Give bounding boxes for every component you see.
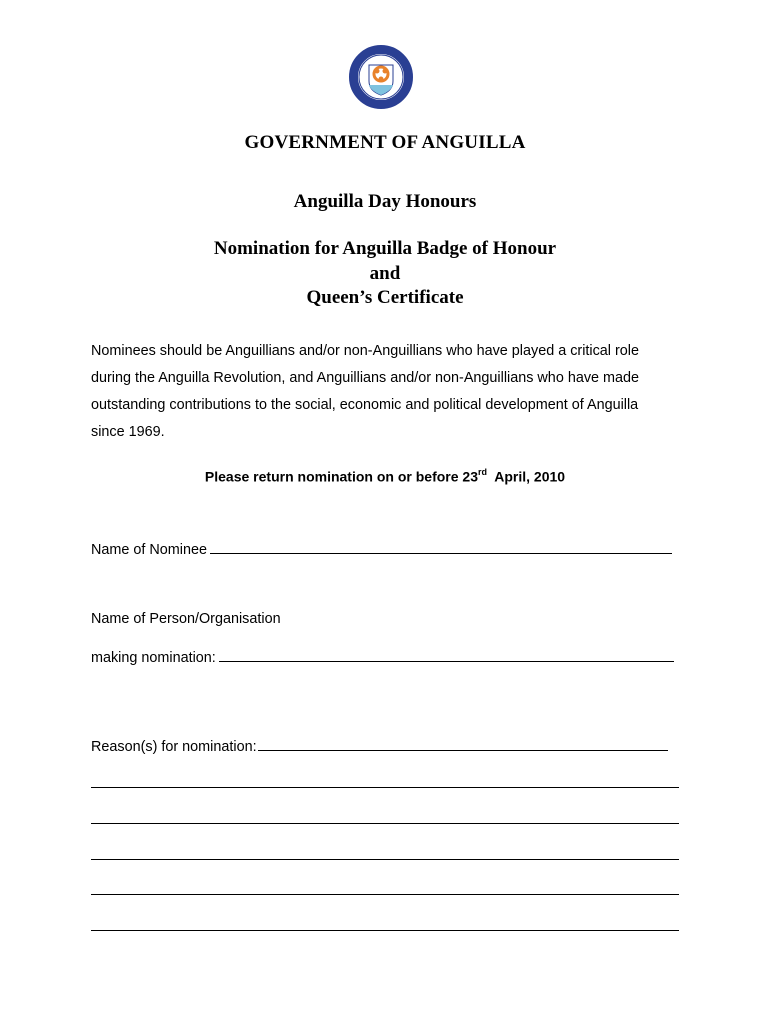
- deadline-prefix: Please return nomination on or before 23: [204, 468, 478, 485]
- reason-blank-line[interactable]: [91, 893, 679, 895]
- reason-blank-line[interactable]: [91, 786, 679, 788]
- nomination-title-line2: and: [369, 263, 401, 284]
- reason-blank-line[interactable]: [91, 929, 679, 931]
- person-field: [91, 648, 674, 666]
- nomination-title-line1: Nomination for Anguilla Badge of Honour: [213, 238, 557, 259]
- government-seal-icon: [349, 45, 413, 109]
- reason-field: [91, 737, 668, 755]
- intro-paragraph: [91, 338, 681, 446]
- reason-blank-line[interactable]: [91, 858, 679, 860]
- reason-label: Reason(s) for nomination:: [91, 739, 257, 755]
- intro-line: Nominees should be Anguillians and/or non-Anguillians who have played a critical role: [91, 343, 639, 359]
- intro-line: outstanding contributions to the social, economic and political development of Anguilla: [91, 397, 639, 413]
- person-input-line[interactable]: [219, 648, 674, 662]
- nominee-field: [91, 540, 672, 558]
- deadline-ordinal: rd: [477, 467, 487, 477]
- intro-line: during the Anguilla Revolution, and Anguillians and/or non-Anguillians who have made: [91, 370, 640, 386]
- nominee-input-line[interactable]: [210, 540, 672, 554]
- event-title: Anguilla Day Honours: [293, 191, 477, 212]
- deadline-notice: [0, 468, 770, 485]
- government-title: GOVERNMENT OF ANGUILLA: [244, 132, 526, 153]
- person-label-line2: making nomination:: [91, 650, 216, 666]
- person-label-line1: Name of Person/Organisation: [91, 611, 281, 627]
- reason-blank-line[interactable]: [91, 822, 679, 824]
- intro-line: since 1969.: [91, 424, 165, 440]
- reason-input-line[interactable]: [258, 737, 668, 751]
- nominee-label: Name of Nominee: [91, 542, 207, 558]
- nomination-title-line3: Queen’s Certificate: [306, 287, 464, 308]
- deadline-suffix: April, 2010: [486, 468, 566, 485]
